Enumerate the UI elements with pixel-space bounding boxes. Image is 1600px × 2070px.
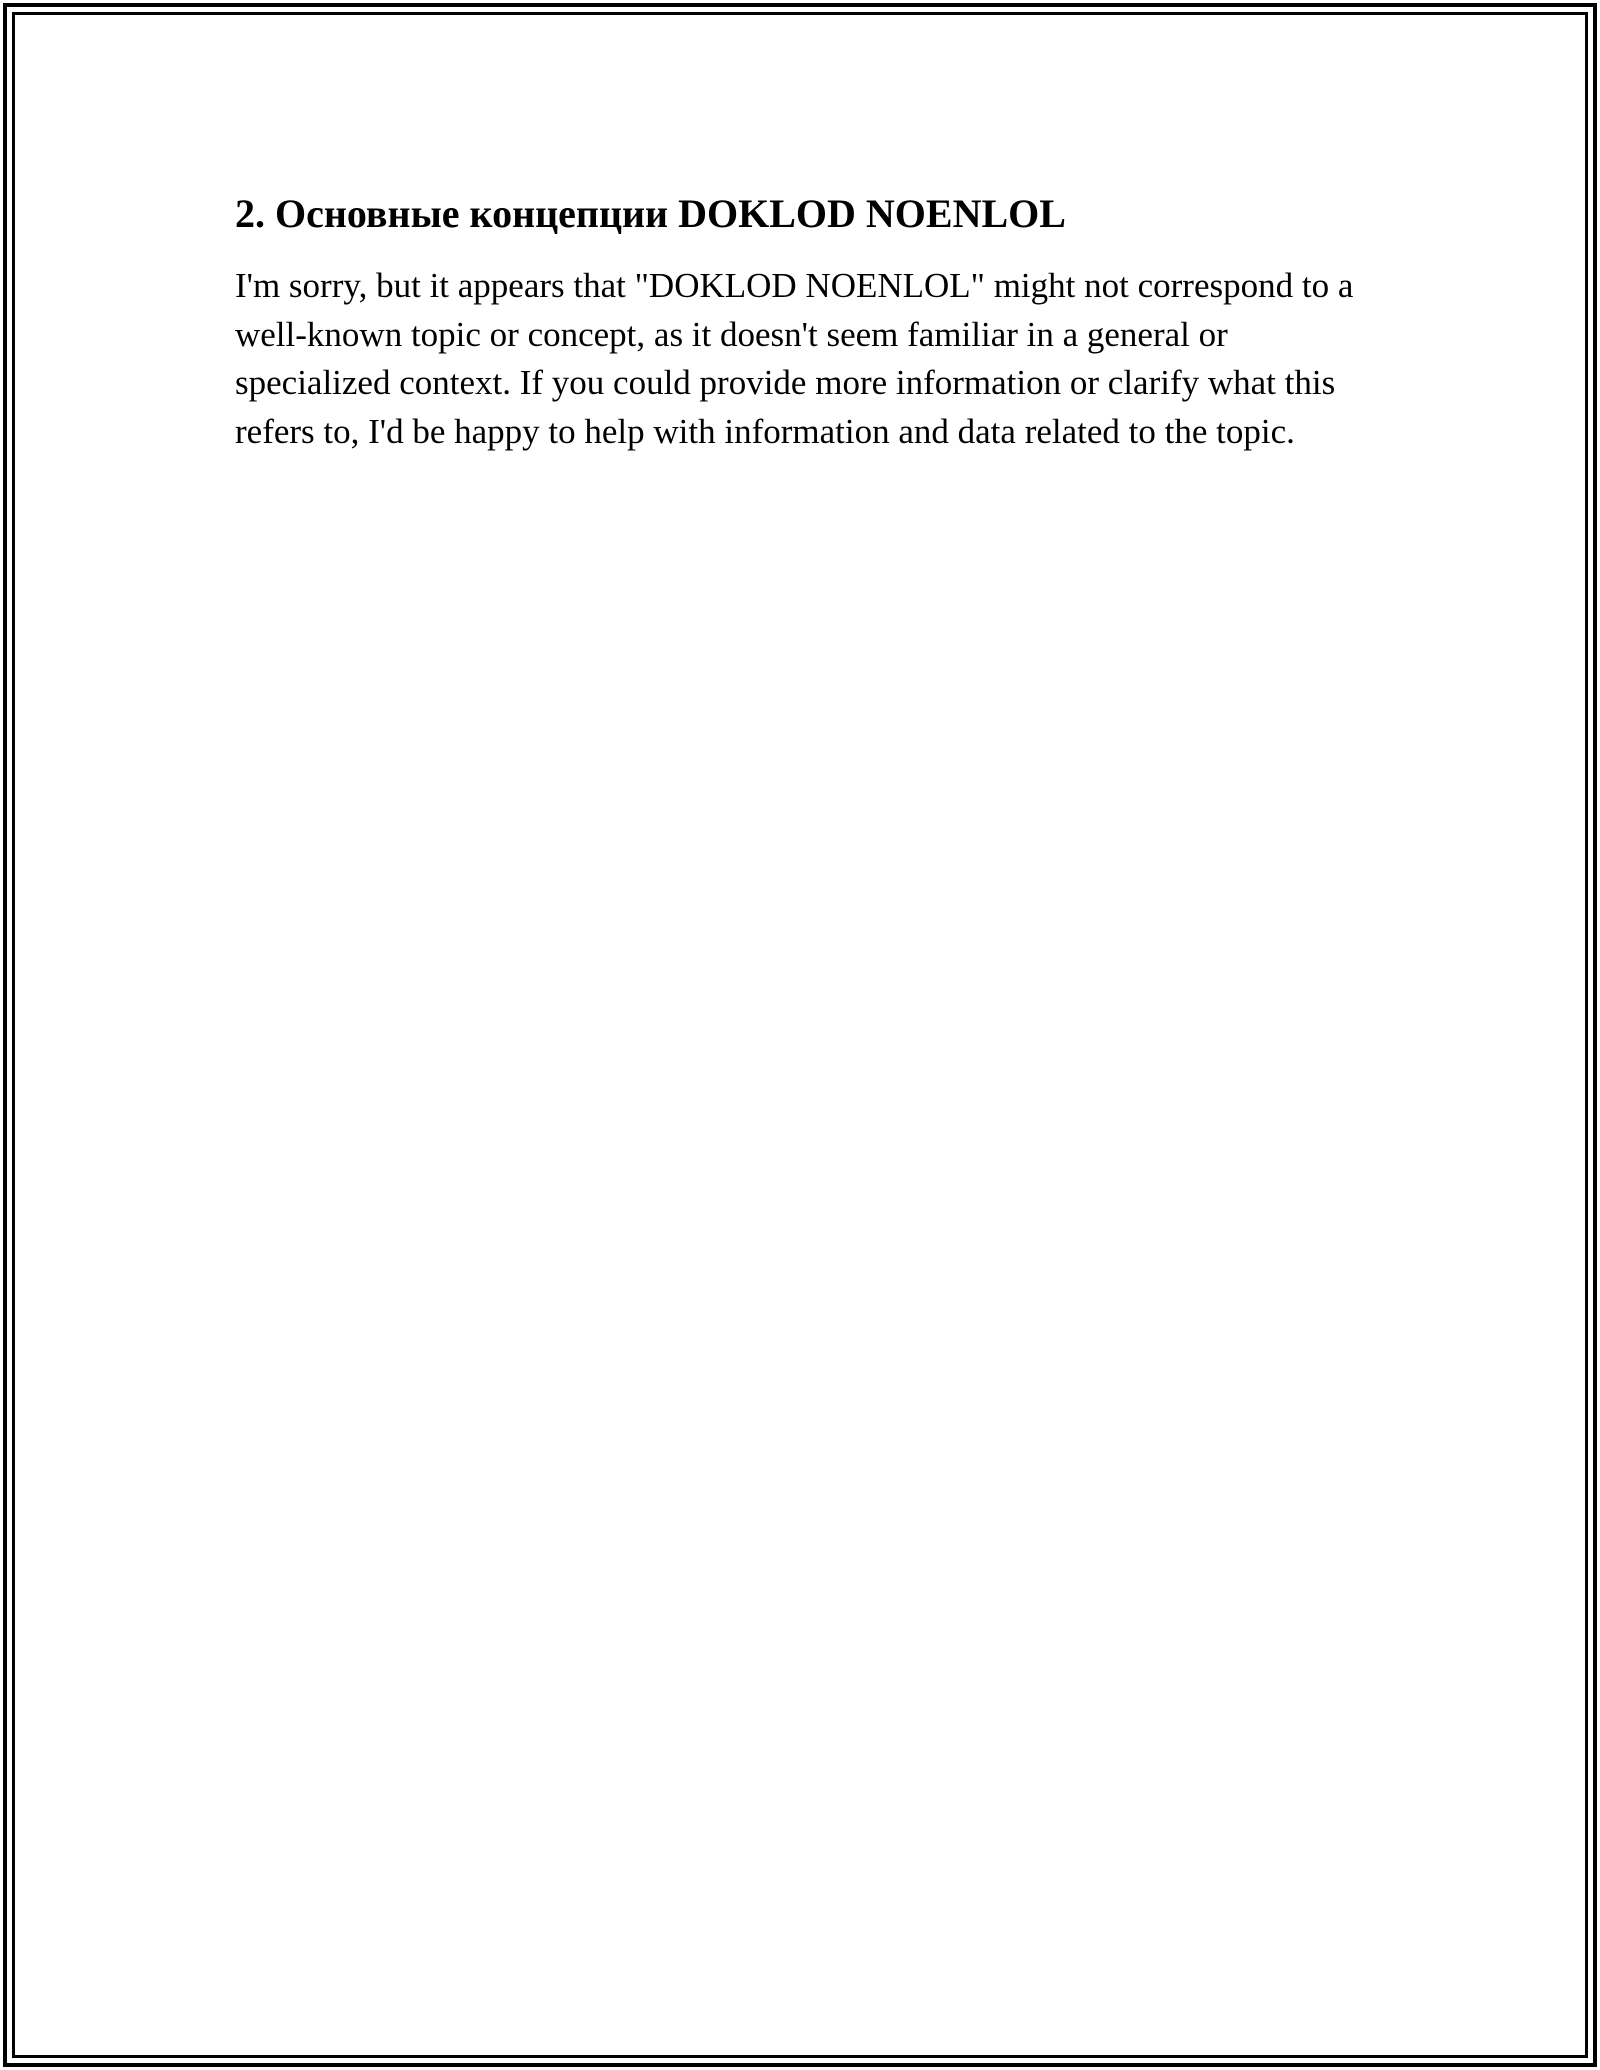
section-paragraph: I'm sorry, but it appears that "DOKLOD NOENLOL" might not correspond to a well-known topic or concept, as it doesn't seem familiar in a general or specialized context. If you could provide more information or clarify what this refers to, I'd be happy to help with information and data related to the topic. — [235, 266, 1354, 451]
section-heading: 2. Основные концепции DOKLOD NOENLOL — [235, 191, 1066, 236]
document-content — [235, 186, 1365, 456]
